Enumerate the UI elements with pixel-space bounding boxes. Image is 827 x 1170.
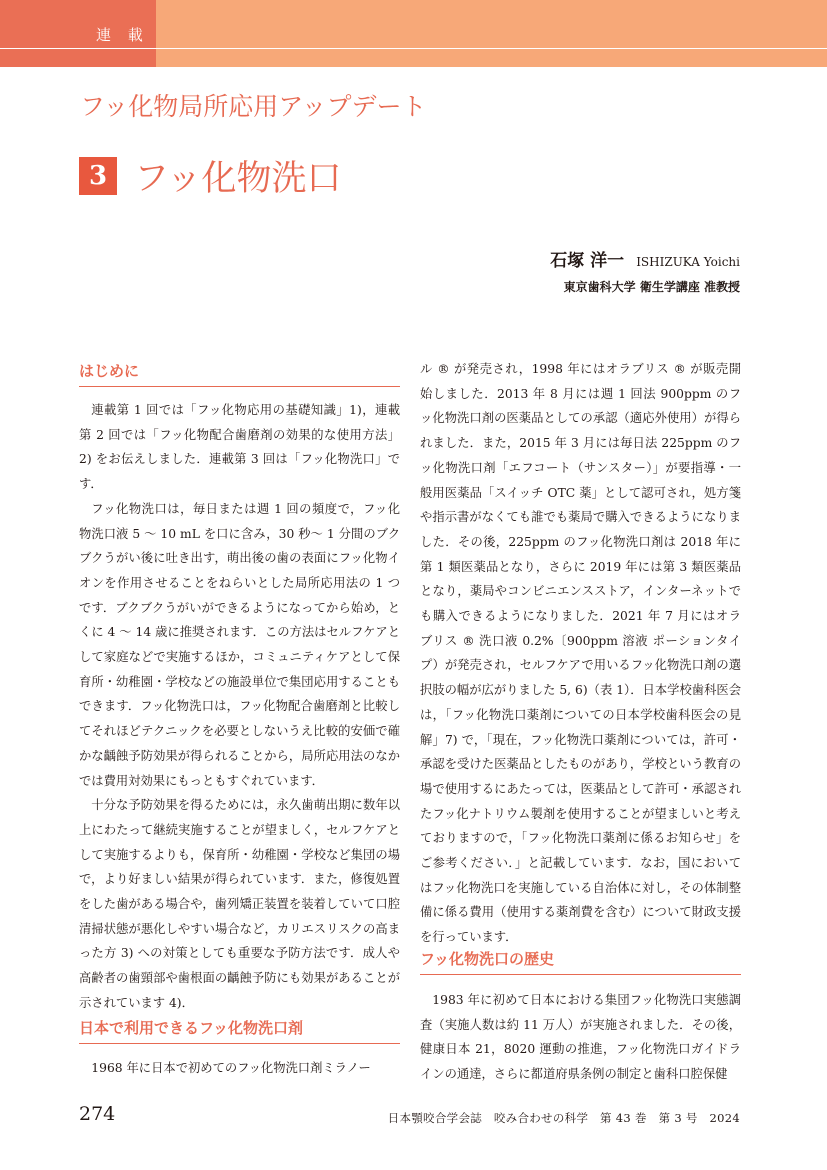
journal-footer: 日本顎咬合学会誌 咬み合わせの科学 第 43 巻 第 3 号 2024 <box>387 1111 740 1125</box>
serial-label: 連 載 <box>96 26 149 44</box>
section-heading-history: フッ化物洗口の歴史 <box>420 948 741 975</box>
author-name-ja: 石塚 洋一 <box>550 251 625 271</box>
author-line <box>550 246 740 271</box>
japan-paragraph-continued: ル ® が発売され，1998 年にはオラブリス ® が販売開始しました．2013 年 8 月には週 1 回法 900ppm のフッ化物洗口剤の医薬品としての承認（適応外使用）が得られました．また，2015 年 3 月には毎日法 225ppm のフッ化物洗口剤「エフコート（サンスター）」が要指導・一般用医薬品「スイッチ OTC 薬」として認可され，処方箋や指示書がなくても誰でも薬局で購入できるようになりました．その後，225ppm のフッ化物洗口剤は 2018 年に第 1 類医薬品となり，さらに 2019 年には第 3 類医薬品となり，薬局やコンビニエンスストア，インターネットでも購入できるようになりました．2021 年 7 月にはオラブリス ® 洗口液 0.2%〔900ppm 溶液 ポーションタイプ）が発売され，セルフケアで用いるフッ化物洗口剤の選択肢の幅が広がりました 5, 6)（表 1）．日本学校歯科医会は，「フッ化物洗口薬剤についての日本学校歯科医会の見解」7) で，「現在，フッ化物洗口薬剤については，許可・承認を受けた医薬品としたものがあり，学校という教育の場で使用するにあたっては，医薬品として許可・承認されたフッ化ナトリウム製剤を使用することが望ましいと考えておりますので，「フッ化物洗口薬剤に係るお知らせ」をご参考ください．」と記載しています．なお，国においてはフッ化物洗口を実施している自治体に対し，その体制整備に係る費用（使用する薬剤費を含む）について財政支援を行っています． <box>420 362 741 945</box>
intro-body <box>79 398 400 1016</box>
page-number: 274 <box>79 1103 116 1125</box>
author-name-en: ISHIZUKA Yoichi <box>636 255 740 269</box>
header-band-bottom-left <box>0 49 156 67</box>
japan-body-start <box>79 1056 400 1081</box>
intro-paragraph-3: 十分な予防効果を得るためには，永久歯萌出期に数年以上にわたって継続実施することが望ましく，セルフケアとして実施するよりも，保育所・幼稚園・学校など集団の場で，より好ましい結果が得られています．また，修復処置をした歯がある場合や，歯列矯正装置を装着していて口腔清掃状態が悪化しやすい場合など，カリエスリスクの高まった方 3) への対策としても重要な予防方法です．成人や高齢者の歯頸部や歯根面の齲蝕予防にも効果があることが示されています 4)． <box>79 798 400 1010</box>
article-number-badge: 3 <box>79 157 117 195</box>
section-heading-japan: 日本で利用できるフッ化物洗口剤 <box>79 1017 400 1044</box>
intro-paragraph-1: 連載第 1 回では「フッ化物応用の基礎知識」1)，連載第 2 回では「フッ化物配合歯磨剤の効果的な使用方法」2) をお伝えしました．連載第 3 回は「フッ化物洗口」です． <box>79 403 400 492</box>
japan-paragraph-start: 1968 年に日本で初めてのフッ化物洗口剤ミラノー <box>91 1061 371 1075</box>
author-affiliation: 東京歯科大学 衛生学講座 准教授 <box>563 280 740 294</box>
history-paragraph: 1983 年に初めて日本における集団フッ化物洗口実態調査（実施人数は約 11 万人）が実施されました．その後，健康日本 21，8020 運動の推進，フッ化物洗口ガイドラインの通達，さらに都道府県条例の制定と歯科口腔保健 <box>420 993 741 1082</box>
series-title: フッ化物局所応用アップデート <box>80 92 427 121</box>
japan-body-continued <box>420 357 741 950</box>
header-divider-line <box>0 48 827 49</box>
section-heading-intro: はじめに <box>79 360 400 387</box>
article-title: フッ化物洗口 <box>134 159 342 199</box>
intro-paragraph-2: フッ化物洗口は，毎日または週 1 回の頻度で，フッ化物洗口液 5 〜 10 mL を口に含み，30 秒〜 1 分間のブクブクうがい後に吐き出す，萌出後の歯の表面にフッ化物イオンを作用させることをねらいとした局所応用法の 1 つです．ブクブクうがいができるようになってから始め，とくに 4 〜 14 歳に推奨されます．この方法はセルフケアとして家庭などで実施するほか，コミュニティケアとして保育所・幼稚園・学校などの施設単位で集団応用することもできます．フッ化物洗口は，フッ化物配合歯磨剤と比較してそれほどテクニックを必要としないうえ比較的安価で確かな齲蝕予防効果が得られることから，局所応用法のなかでは費用対効果にもっともすぐれています． <box>79 501 400 788</box>
history-body <box>420 988 741 1087</box>
header-band-right <box>156 0 827 48</box>
